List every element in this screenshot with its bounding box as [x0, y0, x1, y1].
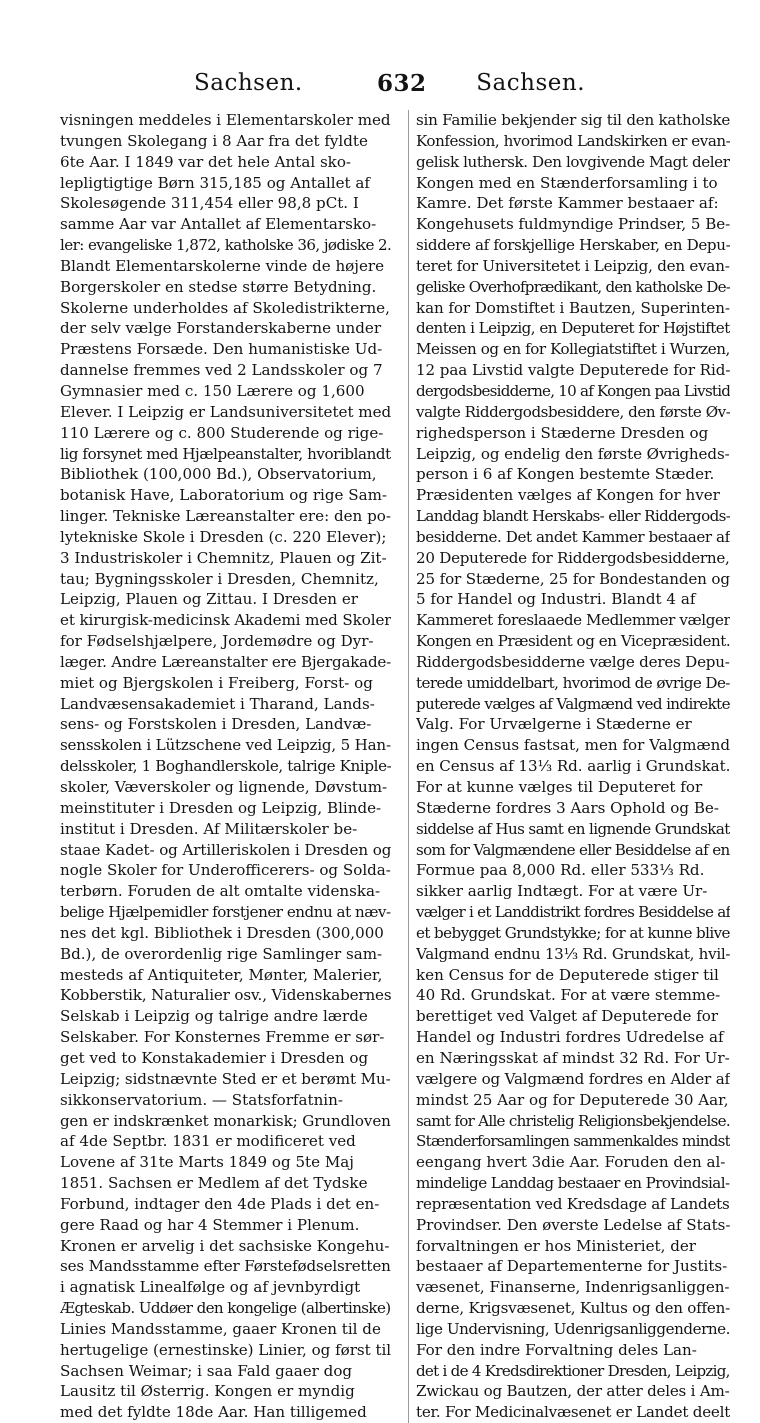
text-line: vælgere og Valgmænd fordres en Alder af	[416, 1069, 730, 1088]
text-line: 3 Industriskoler i Chemnitz, Plauen og Zit-	[60, 548, 387, 567]
text-line: sikker aarlig Indtægt. For at være Ur-	[416, 882, 708, 901]
text-line: Landdag blandt Herskabs- eller Riddergods-	[416, 507, 730, 526]
text-line: tvungen Skolegang i 8 Aar fra det fyldte	[60, 131, 368, 150]
text-line: get ved to Konstakademier i Dresden og	[60, 1048, 369, 1067]
text-line: 12 paa Livstid valgte Deputerede for Rid-	[416, 361, 730, 380]
text-line: besidderne. Det andet Kammer bestaaer af	[416, 527, 730, 546]
text-line: en Næringsskat af mindst 32 Rd. For Ur-	[416, 1048, 730, 1067]
text-line: 110 Lærere og c. 800 Studerende og rige-	[60, 423, 384, 442]
text-line: geliske Overhofprædikant, den katholske De-	[416, 277, 730, 296]
text-line: i agnatisk Linealfølge og af jevnbyrdigt	[60, 1278, 361, 1297]
text-line: sensskolen i Lützschene ved Leipzig, 5 Han-	[60, 736, 391, 755]
text-line: valgte Riddergodsbesiddere, den første Øv-	[416, 402, 730, 421]
text-line: gelisk luthersk. Den lovgivende Magt deler	[416, 152, 730, 171]
text-line: dergodsbesidderne, 10 af Kongen paa Livstid	[416, 381, 730, 400]
left-text-column	[60, 110, 391, 1423]
text-line: tau; Bygningsskoler i Dresden, Chemnitz,	[60, 569, 379, 588]
text-line: væsenet, Finanserne, Indenrigsanliggen-	[416, 1278, 730, 1297]
text-line: Selskaber. For Konsternes Fremme er sør-	[60, 1028, 385, 1047]
text-line: Skolerne underholdes af Skoledistrikterne,	[60, 298, 390, 317]
text-line: delsskoler, 1 Boghandlerskole, talrige Kniple-	[60, 757, 391, 776]
text-line: ter. For Medicinalvæsenet er Landet deelt	[416, 1403, 730, 1422]
text-line: person i 6 af Kongen bestemte Stæder.	[416, 465, 715, 484]
text-line: Kronen er arvelig i det sachsiske Kongehu-	[60, 1236, 390, 1255]
text-line: forvaltningen er hos Ministeriet, der	[416, 1236, 697, 1255]
text-line: Selskab i Leipzig og talrige andre lærde	[60, 1007, 368, 1026]
text-line: bestaaer af Departementerne for Justits-	[416, 1257, 728, 1276]
text-line: Stæderne fordres 3 Aars Ophold og Be-	[416, 798, 719, 817]
text-line: denten i Leipzig, en Deputeret for Højstiftet	[416, 319, 730, 338]
text-line: Kongehusets fuldmyndige Prindser, 5 Be-	[416, 215, 730, 234]
text-line: af 4de Septbr. 1831 er modificeret ved	[60, 1132, 356, 1151]
text-line: terede umiddelbart, hvorimod de øvrige De-	[416, 673, 730, 692]
right-text-column	[408, 110, 730, 1423]
text-line: 40 Rd. Grundskat. For at være stemme-	[416, 986, 721, 1005]
text-line: Kammeret foreslaaede Medlemmer vælger	[416, 611, 730, 630]
text-line: Meissen og en for Kollegiatstiftet i Wurzen,	[416, 340, 730, 359]
text-line: sin Familie bekjender sig til den katholske	[416, 111, 730, 129]
text-line: 5 for Handel og Industri. Blandt 4 af	[416, 590, 696, 609]
text-line: repræsentation ved Kredsdage af Landets	[416, 1194, 730, 1213]
text-line: Bibliothek (100,000 Bd.), Observatorium,	[60, 465, 377, 484]
text-line: Gymnasier med c. 150 Lærere og 1,600	[60, 381, 365, 400]
text-line: Forbund, indtager den 4de Plads i det en-	[60, 1194, 380, 1213]
text-line: ler: evangeliske 1,872, katholske 36, jødiske 2.	[60, 236, 391, 255]
text-line: Handel og Industri fordres Udredelse af	[416, 1028, 724, 1047]
text-line: siddelse af Hus samt en lignende Grundskat	[416, 819, 730, 838]
text-line: Borgerskoler en stedse større Betydning.	[60, 277, 377, 296]
header-right-title: Sachsen.	[476, 70, 585, 96]
running-header	[58, 70, 710, 110]
text-line: for Fødselshjælpere, Jordemødre og Dyr-	[60, 632, 374, 651]
text-line: Præsidenten vælges af Kongen for hver	[416, 486, 720, 505]
text-line: Kongen en Præsident og en Vicepræsident.	[416, 632, 730, 651]
text-line: dannelse fremmes ved 2 Landsskoler og 7	[60, 361, 383, 380]
text-line: med det fyldte 18de Aar. Han tilligemed	[60, 1403, 367, 1422]
text-line: Konfession, hvorimod Landskirken er evan-	[416, 131, 730, 150]
text-line: et kirurgisk-medicinsk Akademi med Skoler	[60, 611, 391, 630]
text-line: 1851. Sachsen er Medlem af det Tydske	[60, 1174, 368, 1193]
text-line: Blandt Elementarskolerne vinde de højere	[60, 256, 385, 275]
text-line: det i de 4 Kredsdirektioner Dresden, Leipzig,	[416, 1361, 730, 1380]
text-line: læger. Andre Læreanstalter ere Bjergakade-	[60, 652, 391, 671]
text-line: Elever. I Leipzig er Landsuniversitetet med	[60, 402, 391, 421]
text-line: lytekniske Skole i Dresden (c. 220 Elever);	[60, 527, 387, 546]
text-line: 6te Aar. I 1849 var det hele Antal sko-	[60, 152, 352, 171]
text-line: 20 Deputerede for Riddergodsbesidderne,	[416, 548, 730, 567]
text-line: terbørn. Foruden de alt omtalte videnska-	[60, 882, 381, 901]
text-line: nes det kgl. Bibliothek i Dresden (300,000	[60, 923, 384, 942]
text-line: mesteds af Antiquiteter, Mønter, Malerier,	[60, 965, 383, 984]
text-line: staae Kadet- og Artilleriskolen i Dresden og	[60, 840, 391, 859]
text-line: et bebygget Grundstykke; for at kunne blive	[416, 923, 730, 942]
text-line: samme Aar var Antallet af Elementarsko-	[60, 215, 377, 234]
text-line: Provindser. Den øverste Ledelse af Stats-	[416, 1215, 730, 1234]
text-line: som for Valgmændene eller Besiddelse af en	[416, 840, 730, 859]
text-line: botanisk Have, Laboratorium og rige Sam-	[60, 486, 388, 505]
text-line: ingen Census fastsat, men for Valgmænd	[416, 736, 730, 755]
text-line: lepligtigtige Børn 315,185 og Antallet af	[60, 173, 370, 192]
text-line: Formue paa 8,000 Rd. eller 533⅓ Rd.	[416, 861, 705, 880]
text-line: mindst 25 Aar og for Deputerede 30 Aar,	[416, 1090, 729, 1109]
text-line: For den indre Forvaltning deles Lan-	[416, 1340, 697, 1359]
text-line: gere Raad og har 4 Stemmer i Plenum.	[60, 1215, 360, 1234]
text-line: ses Mandsstamme efter Førstefødselsretten	[60, 1257, 391, 1276]
text-line: meinstituter i Dresden og Leipzig, Blinde-	[60, 798, 382, 817]
text-line: puterede vælges af Valgmænd ved indirekte	[416, 694, 730, 713]
text-line: siddere af forskjellige Herskaber, en Depu-	[416, 236, 730, 255]
text-line: For at kunne vælges til Deputeret for	[416, 778, 703, 796]
text-line: teret for Universitetet i Leipzig, den evan-	[416, 256, 730, 275]
text-line: Lausitz til Østerrig. Kongen er myndig	[60, 1382, 355, 1401]
page-number: 632	[377, 70, 427, 97]
text-line: Bd.), de overordenlig rige Samlinger sam-	[60, 944, 383, 963]
text-line: nogle Skoler for Underofficerers- og Solda-	[60, 861, 391, 880]
text-line: sikkonservatorium. — Statsforfatnin-	[60, 1090, 343, 1109]
text-line: Sachsen Weimar; i saa Fald gaaer dog	[60, 1361, 353, 1380]
text-line: Leipzig, Plauen og Zittau. I Dresden er	[60, 590, 358, 609]
text-line: derne, Krigsvæsenet, Kultus og den offen-	[416, 1299, 730, 1318]
text-line: belige Hjælpemidler forstjener endnu at næv-	[60, 903, 391, 922]
text-line: gen er indskrænket monarkisk; Grundloven	[60, 1111, 391, 1130]
text-line: hertugelige (ernestinske) Linier, og først til	[60, 1340, 391, 1359]
text-line: skoler, Væverskoler og lignende, Døvstum-	[60, 778, 388, 796]
text-line: Zwickau og Bautzen, der atter deles i Am-	[416, 1382, 730, 1401]
text-line: kan for Domstiftet i Bautzen, Superinten-	[416, 298, 730, 317]
text-line: Landvæsensakademiet i Tharand, Lands-	[60, 694, 375, 713]
text-line: lige Undervisning, Udenrigsanliggenderne.	[416, 1319, 730, 1338]
text-line: Kongen med en Stænderforsamling i to	[416, 173, 718, 192]
text-line: Riddergodsbesidderne vælge deres Depu-	[416, 652, 730, 671]
text-line: Præstens Forsæde. Den humanistiske Ud-	[60, 340, 383, 359]
text-line: Valg. For Urvælgerne i Stæderne er	[416, 715, 692, 734]
text-line: Skolesøgende 311,454 eller 98,8 pCt. I	[60, 194, 359, 213]
text-line: miet og Bjergskolen i Freiberg, Forst- og	[60, 673, 373, 692]
text-line: berettiget ved Valget af Deputerede for	[416, 1007, 719, 1026]
text-line: vælger i et Landdistrikt fordres Besiddelse af	[416, 903, 730, 922]
header-left-title: Sachsen.	[194, 70, 303, 96]
text-line: lig forsynet med Hjælpeanstalter, hvoriblandt	[60, 444, 391, 463]
text-line: samt for Alle christelig Religionsbekjendelse.	[416, 1111, 730, 1130]
text-line: eengang hvert 3die Aar. Foruden den al-	[416, 1153, 726, 1172]
text-line: ken Census for de Deputerede stiger til	[416, 965, 719, 984]
text-line: Ægteskab. Uddøer den kongelige (albertinske)	[60, 1299, 391, 1318]
text-line: righedsperson i Stæderne Dresden og	[416, 423, 709, 442]
text-line: sens- og Forstskolen i Dresden, Landvæ-	[60, 715, 372, 734]
text-line: der selv vælge Forstanderskaberne under	[60, 319, 382, 338]
text-line: institut i Dresden. Af Militærskoler be-	[60, 819, 358, 838]
text-line: Lovene af 31te Marts 1849 og 5te Maj	[60, 1153, 354, 1172]
text-line: en Census af 13⅓ Rd. aarlig i Grundskat.	[416, 757, 730, 776]
text-line: visningen meddeles i Elementarskoler med	[60, 111, 391, 129]
text-line: Kamre. Det første Kammer bestaaer af:	[416, 194, 719, 213]
text-line: linger. Tekniske Læreanstalter ere: den po-	[60, 507, 391, 526]
text-line: Stænderforsamlingen sammenkaldes mindst	[416, 1132, 730, 1151]
text-line: Linies Mandsstamme, gaaer Kronen til de	[60, 1319, 381, 1338]
text-line: mindelige Landdag bestaaer en Provindsial-	[416, 1174, 730, 1193]
text-line: Leipzig; sidstnævnte Sted er et berømt Mu-	[60, 1069, 391, 1088]
text-line: Valgmand endnu 13⅓ Rd. Grundskat, hvil-	[416, 944, 730, 963]
text-line: Kobberstik, Naturalier osv., Videnskabernes	[60, 986, 391, 1005]
text-line: Leipzig, og endelig den første Øvrigheds-	[416, 444, 730, 463]
text-line: 25 for Stæderne, 25 for Bondestanden og	[416, 569, 730, 588]
